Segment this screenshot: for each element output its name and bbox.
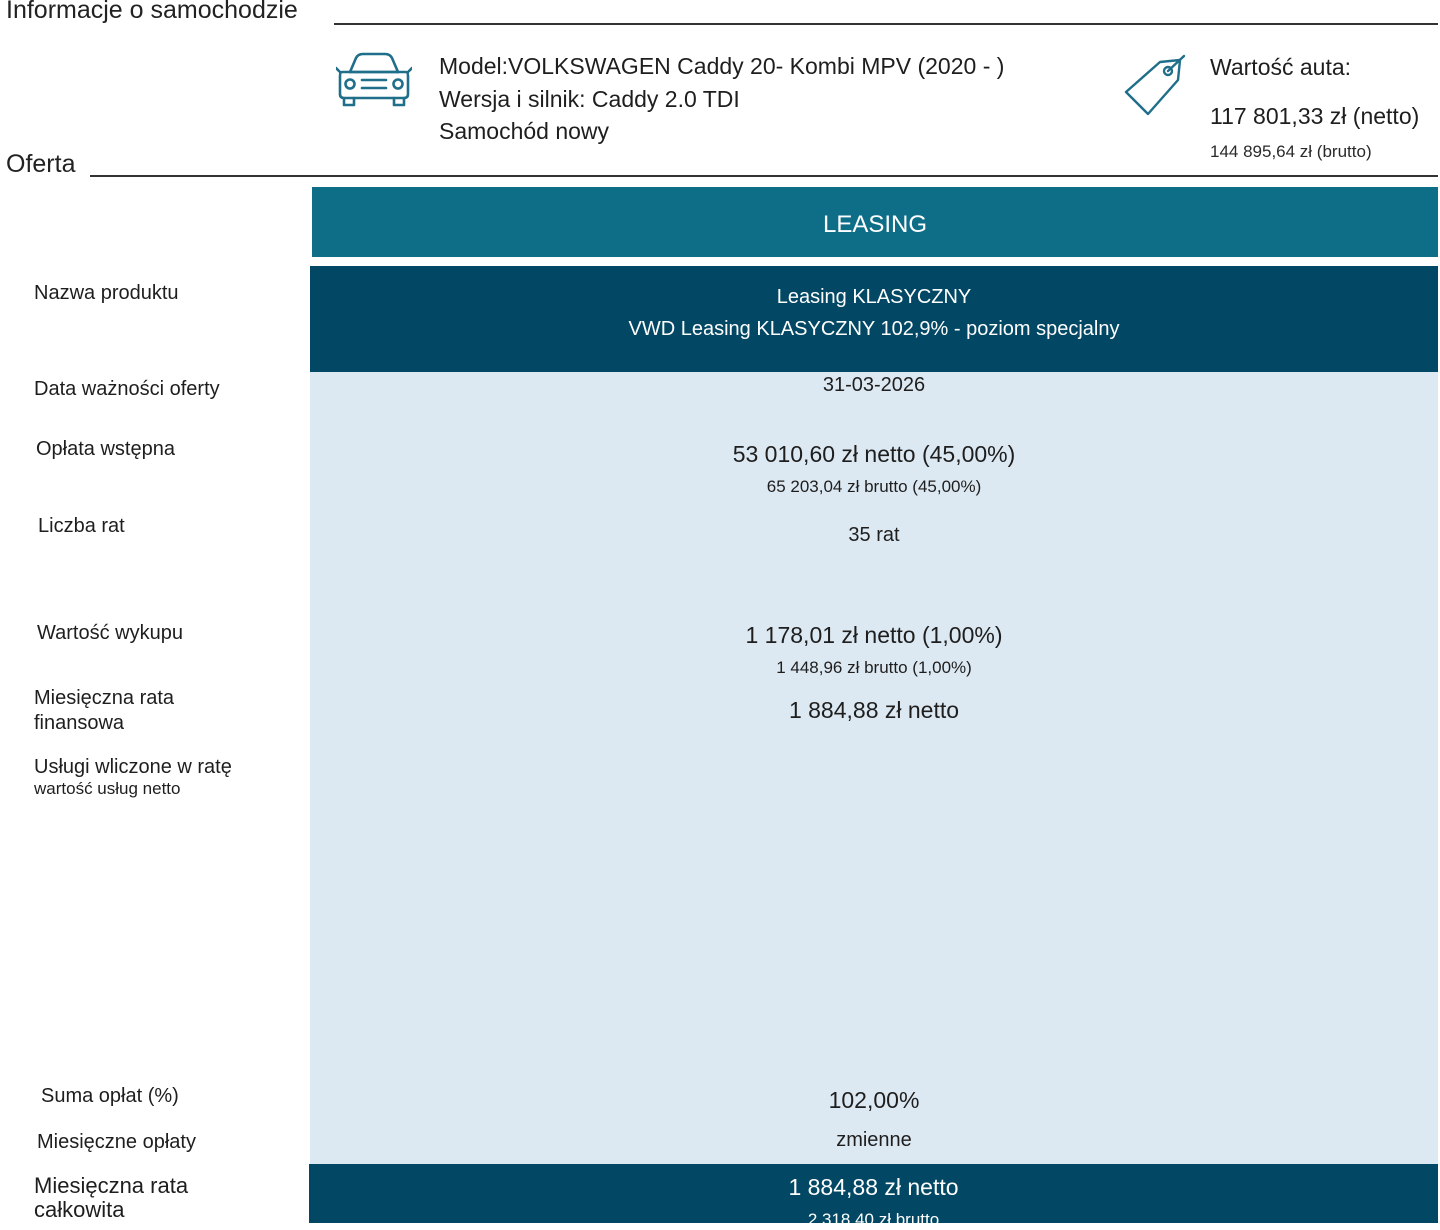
car-front-icon <box>336 50 412 113</box>
product-name-line1: Leasing KLASYCZNY <box>776 286 972 308</box>
value-monthly-financial: 1 884,88 zł netto <box>788 697 960 723</box>
label-product: Nazwa produktu <box>34 282 179 304</box>
monthly-total-band <box>309 1164 1438 1229</box>
value-monthly-total-gross: 2 318,40 zł brutto <box>807 1210 940 1229</box>
label-monthly-total-line1: Miesięczna rata <box>34 1173 189 1198</box>
value-monthly-total-net: 1 884,88 zł netto <box>788 1174 959 1200</box>
label-buyout: Wartość wykupu <box>37 622 183 644</box>
label-services-sub: wartość usług netto <box>34 779 181 798</box>
label-monthly-financial-line1: Miesięczna rata <box>34 687 175 709</box>
label-services <box>34 755 294 798</box>
car-info-divider <box>334 23 1438 25</box>
car-version: Wersja i silnik: Caddy 2.0 TDI <box>439 86 740 112</box>
product-band <box>310 266 1438 372</box>
car-model: Model:VOLKSWAGEN Caddy 20- Kombi MPV (2020 - ) <box>439 53 1005 79</box>
offer-title: Oferta <box>6 150 76 178</box>
car-info-title: Informacje o samochodzie <box>6 0 298 24</box>
car-value-label: Wartość auta: <box>1210 54 1352 80</box>
label-monthly-fees: Miesięczne opłaty <box>37 1131 196 1153</box>
offer-divider <box>90 175 1438 177</box>
label-monthly-total <box>34 1174 294 1222</box>
label-monthly-financial <box>34 686 294 736</box>
value-installments: 35 rat <box>848 524 900 546</box>
car-value-gross: 144 895,64 zł (brutto) <box>1210 142 1372 161</box>
leasing-header: LEASING <box>312 187 1438 257</box>
value-fees-sum: 102,00% <box>828 1087 920 1113</box>
label-services-main: Usługi wliczone w ratę <box>34 756 232 778</box>
value-validity: 31-03-2026 <box>822 374 926 396</box>
label-fees-sum: Suma opłat (%) <box>41 1085 179 1107</box>
label-monthly-financial-line2: finansowa <box>34 712 125 734</box>
car-value-net: 117 801,33 zł (netto) <box>1210 103 1420 129</box>
price-tag-icon <box>1122 54 1188 125</box>
value-monthly-fees: zmienne <box>836 1129 912 1151</box>
value-buyout-net: 1 178,01 zł netto (1,00%) <box>745 622 1003 648</box>
car-condition: Samochód nowy <box>439 118 610 144</box>
label-installments: Liczba rat <box>38 515 125 537</box>
value-initial-fee-net: 53 010,60 zł netto (45,00%) <box>732 441 1016 467</box>
value-buyout-gross: 1 448,96 zł brutto (1,00%) <box>776 658 972 677</box>
value-initial-fee-gross: 65 203,04 zł brutto (45,00%) <box>766 477 982 496</box>
label-validity: Data ważności oferty <box>34 378 220 400</box>
label-initial-fee: Opłata wstępna <box>36 438 175 460</box>
product-name-line2: VWD Leasing KLASYCZNY 102,9% - poziom specjalny <box>628 318 1120 340</box>
label-monthly-total-line2: całkowita <box>34 1197 125 1222</box>
